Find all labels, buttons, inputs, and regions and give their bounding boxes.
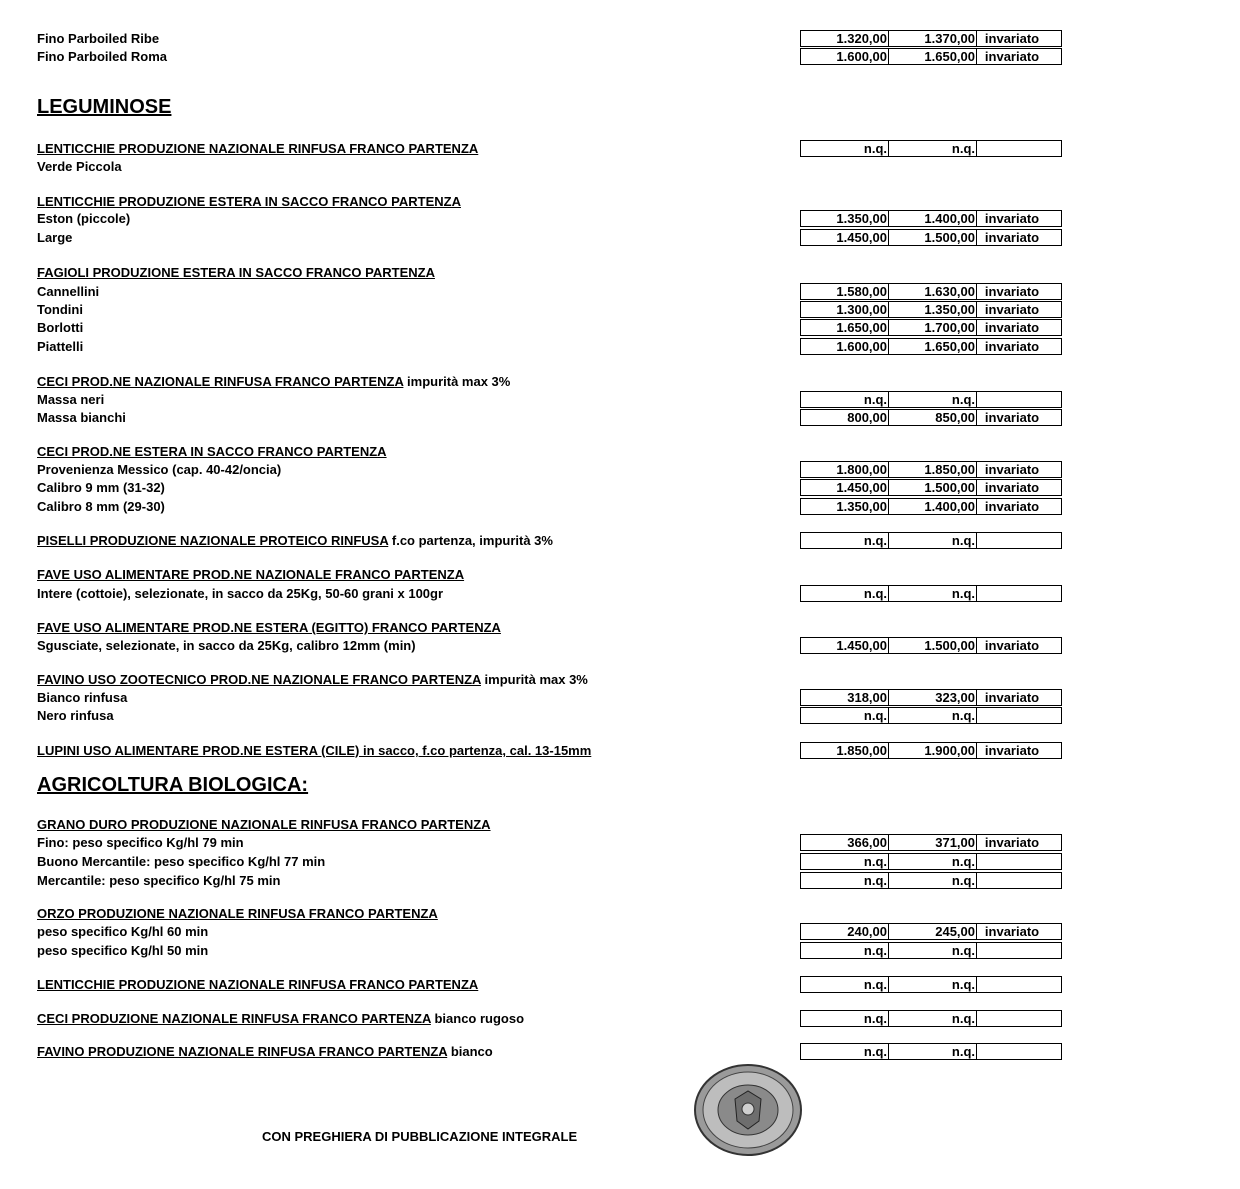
price-variation: invariato — [984, 284, 1040, 299]
category-header — [37, 374, 510, 389]
price-max: 245,00 — [889, 924, 977, 939]
price-max: 371,00 — [889, 835, 977, 850]
product-label: Borlotti — [37, 320, 84, 335]
price-row — [800, 319, 1062, 336]
price-min: n.q. — [801, 1011, 889, 1026]
price-max: n.q. — [889, 943, 977, 958]
price-max: n.q. — [889, 392, 977, 407]
product-label: Calibro 8 mm (29-30) — [37, 499, 165, 514]
category-header-text: CECI PROD.NE NAZIONALE RINFUSA FRANCO PARTENZA — [37, 374, 404, 389]
product-label: Piattelli — [37, 339, 84, 354]
price-max: 1.630,00 — [889, 284, 977, 299]
price-row — [800, 923, 1062, 940]
price-row — [800, 834, 1062, 851]
price-max: n.q. — [889, 533, 977, 548]
product-label: Large — [37, 230, 73, 245]
category-header-suffix: f.co partenza, impurità 3% — [388, 533, 553, 548]
price-row — [800, 229, 1062, 246]
category-header-text: LENTICCHIE PRODUZIONE NAZIONALE RINFUSA FRANCO PARTENZA — [37, 977, 479, 992]
price-variation: invariato — [984, 480, 1040, 495]
category-header — [37, 141, 478, 156]
price-min: 1.320,00 — [801, 31, 889, 46]
product-label: Tondini — [37, 302, 83, 317]
price-variation: invariato — [984, 638, 1040, 653]
category-header — [37, 533, 553, 548]
price-max: n.q. — [889, 1044, 977, 1059]
price-row — [800, 853, 1062, 870]
product-label: Intere (cottoie), selezionate, in sacco da 25Kg, 50-60 grani x 100gr — [37, 586, 444, 601]
category-header — [37, 620, 501, 635]
price-variation — [977, 943, 1061, 958]
price-max: 850,00 — [889, 410, 977, 425]
category-header-text: LENTICCHIE PRODUZIONE NAZIONALE RINFUSA FRANCO PARTENZA — [37, 141, 479, 156]
product-label: Sgusciate, selezionate, in sacco da 25Kg, calibro 12mm (min) — [37, 638, 416, 653]
price-row — [800, 742, 1062, 759]
product-label: Bianco rinfusa — [37, 690, 128, 705]
price-max: n.q. — [889, 141, 977, 156]
price-min: n.q. — [801, 873, 889, 888]
price-variation: invariato — [984, 230, 1040, 245]
category-header-text: PISELLI PRODUZIONE NAZIONALE PROTEICO RINFUSA — [37, 533, 389, 548]
category-header-text: LUPINI USO ALIMENTARE PROD.NE ESTERA (CILE) in sacco, f.co partenza, cal. 13-15mm — [37, 743, 592, 758]
price-max: 1.700,00 — [889, 320, 977, 335]
category-header — [37, 1044, 493, 1059]
product-label: Mercantile: peso specifico Kg/hl 75 min — [37, 873, 281, 888]
price-max: 1.900,00 — [889, 743, 977, 758]
price-variation — [977, 392, 1061, 407]
price-max: n.q. — [889, 977, 977, 992]
price-variation: invariato — [984, 462, 1040, 477]
price-max: 1.400,00 — [889, 499, 977, 514]
product-label: Fino: peso specifico Kg/hl 79 min — [37, 835, 244, 850]
price-row — [800, 391, 1062, 408]
price-min: n.q. — [801, 586, 889, 601]
price-variation: invariato — [984, 320, 1040, 335]
price-variation — [977, 533, 1061, 548]
price-min: 1.300,00 — [801, 302, 889, 317]
section-title: LEGUMINOSE — [37, 96, 172, 118]
price-row — [800, 532, 1062, 549]
footer-note: CON PREGHIERA DI PUBBLICAZIONE INTEGRALE — [262, 1129, 578, 1144]
price-min: 1.850,00 — [801, 743, 889, 758]
price-variation — [977, 1011, 1061, 1026]
category-header — [37, 1011, 524, 1026]
price-min: n.q. — [801, 943, 889, 958]
price-min: 1.450,00 — [801, 480, 889, 495]
price-max: 1.370,00 — [889, 31, 977, 46]
category-header-text: GRANO DURO PRODUZIONE NAZIONALE RINFUSA FRANCO PARTENZA — [37, 817, 491, 832]
category-header — [37, 672, 588, 687]
price-row — [800, 283, 1062, 300]
price-min: 240,00 — [801, 924, 889, 939]
product-label: Calibro 9 mm (31-32) — [37, 480, 165, 495]
price-min: 800,00 — [801, 410, 889, 425]
price-max: n.q. — [889, 854, 977, 869]
price-row — [800, 707, 1062, 724]
price-max: 1.350,00 — [889, 302, 977, 317]
price-row — [800, 409, 1062, 426]
price-min: n.q. — [801, 708, 889, 723]
price-min: 1.450,00 — [801, 230, 889, 245]
price-row — [800, 48, 1062, 65]
category-header-text: FAVE USO ALIMENTARE PROD.NE ESTERA (EGITTO) FRANCO PARTENZA — [37, 620, 501, 635]
price-max: 1.650,00 — [889, 49, 977, 64]
price-max: n.q. — [889, 873, 977, 888]
product-label: Massa bianchi — [37, 410, 126, 425]
section-title: AGRICOLTURA BIOLOGICA: — [37, 774, 309, 796]
product-label: Provenienza Messico (cap. 40-42/oncia) — [37, 462, 282, 477]
price-row — [800, 1043, 1062, 1060]
category-header — [37, 743, 591, 758]
price-max: 1.500,00 — [889, 230, 977, 245]
price-min: 1.350,00 — [801, 499, 889, 514]
category-header — [37, 265, 435, 280]
price-max: 1.500,00 — [889, 638, 977, 653]
price-row — [800, 1010, 1062, 1027]
category-header-text: FAVINO USO ZOOTECNICO PROD.NE NAZIONALE FRANCO PARTENZA — [37, 672, 481, 687]
price-variation — [977, 141, 1061, 156]
price-variation: invariato — [984, 499, 1040, 514]
price-row — [800, 872, 1062, 889]
price-max: n.q. — [889, 1011, 977, 1026]
price-variation — [977, 854, 1061, 869]
price-min: n.q. — [801, 854, 889, 869]
price-variation — [977, 873, 1061, 888]
price-row — [800, 30, 1062, 47]
product-label: Massa neri — [37, 392, 105, 407]
price-row — [800, 140, 1062, 157]
price-variation: invariato — [984, 31, 1040, 46]
product-label: Fino Parboiled Ribe — [37, 31, 160, 46]
price-row — [800, 301, 1062, 318]
category-header-suffix: impurità max 3% — [480, 672, 588, 687]
price-min: 1.650,00 — [801, 320, 889, 335]
price-max: 1.850,00 — [889, 462, 977, 477]
category-header-text: FAGIOLI PRODUZIONE ESTERA IN SACCO FRANCO PARTENZA — [37, 265, 435, 280]
product-label: Buono Mercantile: peso specifico Kg/hl 77 min — [37, 854, 326, 869]
price-variation — [977, 1044, 1061, 1059]
price-variation: invariato — [984, 410, 1040, 425]
category-header-text: CECI PRODUZIONE NAZIONALE RINFUSA FRANCO PARTENZA — [37, 1011, 431, 1026]
price-row — [800, 210, 1062, 227]
price-min: 1.600,00 — [801, 339, 889, 354]
price-variation — [977, 708, 1061, 723]
price-max: n.q. — [889, 708, 977, 723]
product-label: peso specifico Kg/hl 60 min — [37, 924, 209, 939]
category-header — [37, 817, 491, 832]
price-min: n.q. — [801, 141, 889, 156]
price-min: 1.350,00 — [801, 211, 889, 226]
product-label: Eston (piccole) — [37, 211, 131, 226]
price-row — [800, 461, 1062, 478]
price-row — [800, 585, 1062, 602]
category-header-suffix: bianco — [447, 1044, 493, 1059]
price-variation: invariato — [984, 743, 1040, 758]
product-label: Cannellini — [37, 284, 100, 299]
price-row — [800, 689, 1062, 706]
category-header-text: LENTICCHIE PRODUZIONE ESTERA IN SACCO FRANCO PARTENZA — [37, 194, 461, 209]
category-header-suffix: bianco rugoso — [430, 1011, 525, 1026]
official-seal-stamp — [693, 1063, 803, 1157]
price-min: n.q. — [801, 392, 889, 407]
price-min: 1.580,00 — [801, 284, 889, 299]
price-variation: invariato — [984, 924, 1040, 939]
product-label: Verde Piccola — [37, 159, 122, 174]
price-min: n.q. — [801, 533, 889, 548]
price-row — [800, 498, 1062, 515]
price-variation: invariato — [984, 302, 1040, 317]
category-header — [37, 977, 478, 992]
category-header-text: FAVINO PRODUZIONE NAZIONALE RINFUSA FRANCO PARTENZA — [37, 1044, 448, 1059]
price-variation: invariato — [984, 339, 1040, 354]
category-header-text: CECI PROD.NE ESTERA IN SACCO FRANCO PARTENZA — [37, 444, 387, 459]
category-header — [37, 444, 387, 459]
price-min: n.q. — [801, 977, 889, 992]
price-variation — [977, 586, 1061, 601]
category-header-text: ORZO PRODUZIONE NAZIONALE RINFUSA FRANCO PARTENZA — [37, 906, 438, 921]
price-row — [800, 942, 1062, 959]
category-header — [37, 567, 464, 582]
price-min: 318,00 — [801, 690, 889, 705]
category-header — [37, 906, 438, 921]
category-header — [37, 194, 461, 209]
price-max: 1.400,00 — [889, 211, 977, 226]
price-variation: invariato — [984, 49, 1040, 64]
price-max: 1.500,00 — [889, 480, 977, 495]
price-row — [800, 976, 1062, 993]
price-row — [800, 637, 1062, 654]
product-label: peso specifico Kg/hl 50 min — [37, 943, 209, 958]
price-max: n.q. — [889, 586, 977, 601]
product-label: Nero rinfusa — [37, 708, 114, 723]
product-label: Fino Parboiled Roma — [37, 49, 168, 64]
category-header-suffix: impurità max 3% — [403, 374, 511, 389]
price-variation: invariato — [984, 211, 1040, 226]
price-row — [800, 338, 1062, 355]
category-header-text: FAVE USO ALIMENTARE PROD.NE NAZIONALE FRANCO PARTENZA — [37, 567, 465, 582]
price-min: 1.800,00 — [801, 462, 889, 477]
price-variation — [977, 977, 1061, 992]
price-min: 366,00 — [801, 835, 889, 850]
price-row — [800, 479, 1062, 496]
price-variation: invariato — [984, 690, 1040, 705]
price-variation: invariato — [984, 835, 1040, 850]
price-min: 1.600,00 — [801, 49, 889, 64]
price-min: n.q. — [801, 1044, 889, 1059]
price-max: 1.650,00 — [889, 339, 977, 354]
price-max: 323,00 — [889, 690, 977, 705]
price-min: 1.450,00 — [801, 638, 889, 653]
